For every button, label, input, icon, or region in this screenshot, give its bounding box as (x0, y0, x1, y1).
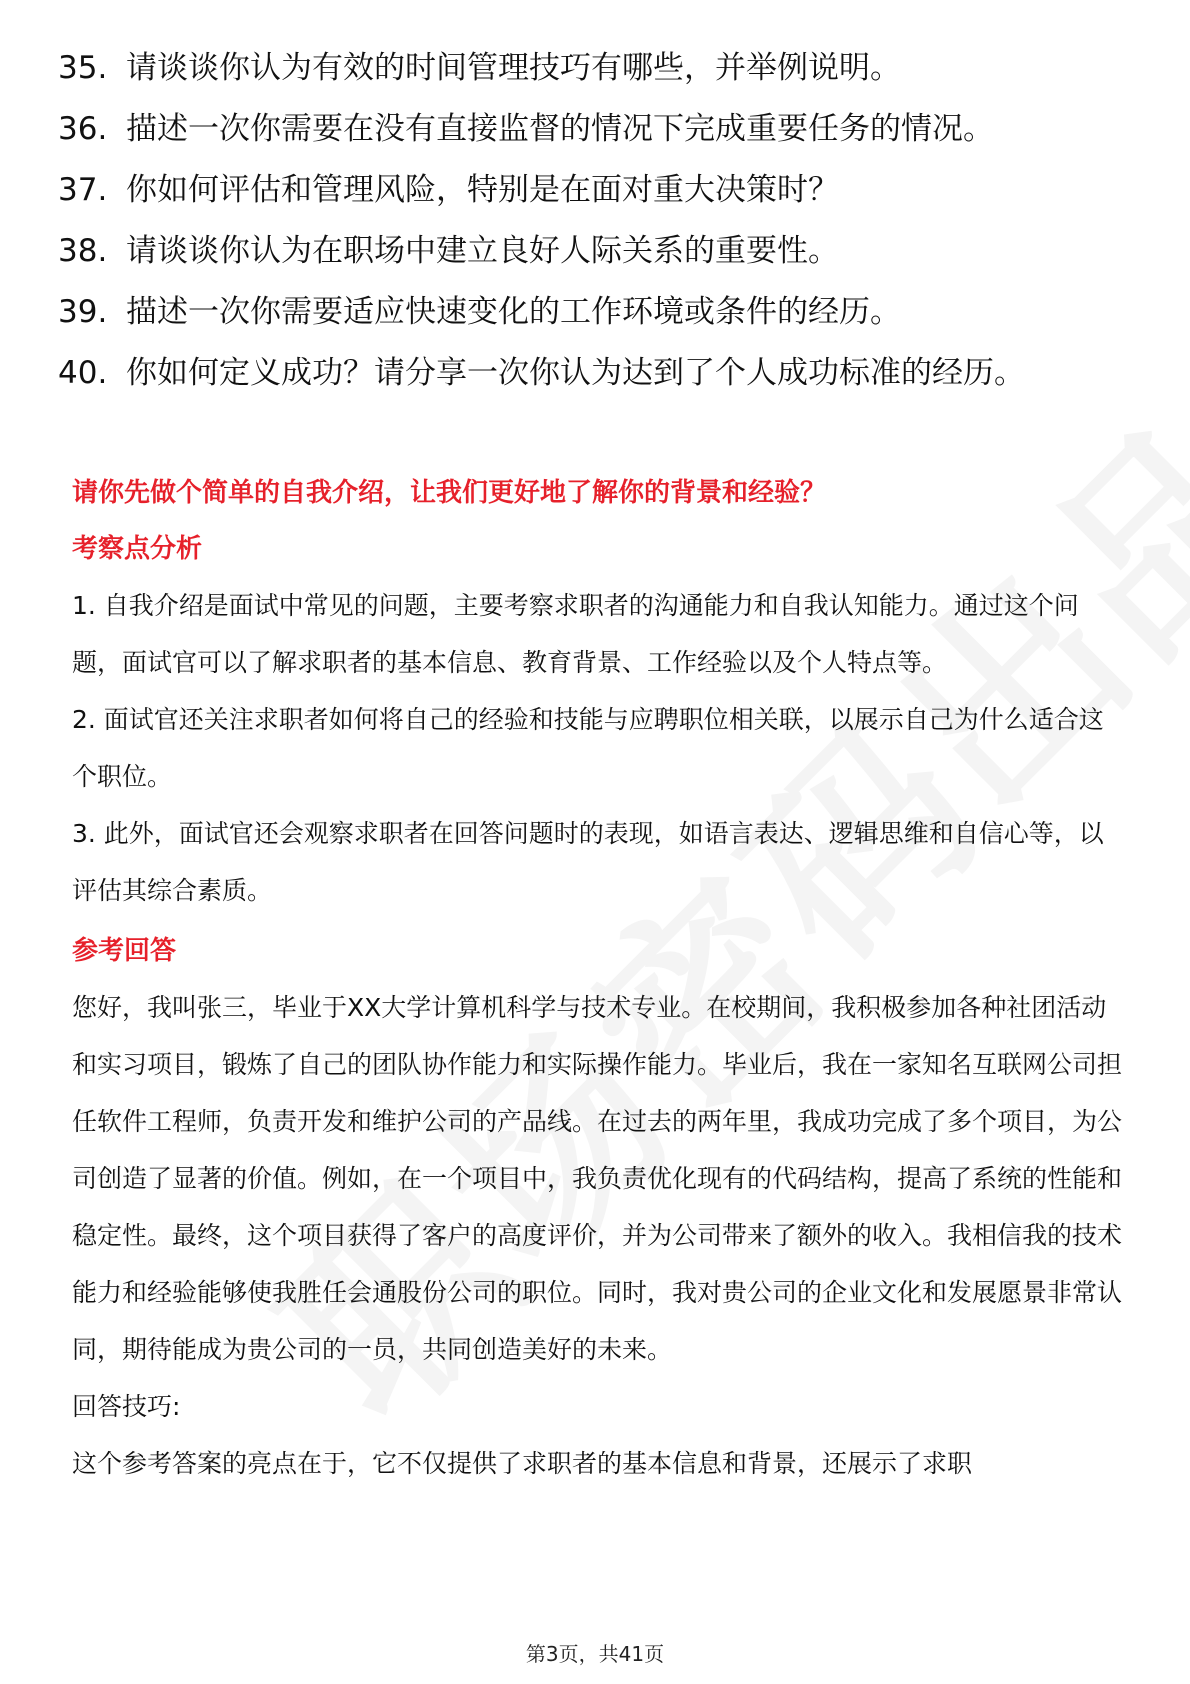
question-number: 36. (58, 111, 108, 147)
list-item (58, 170, 1138, 210)
question-number: 40. (58, 355, 108, 391)
reference-answer: 您好，我叫张三，毕业于XX大学计算机科学与技术专业。在校期间，我积极参加各种社团活动和实习项目，锻炼了自己的团队协作能力和实际操作能力。毕业后，我在一家知名互联网公司担任软件工程师，负责开发和维护公司的产品线。在过去的两年里，我成功完成了多个项目，为公司创造了显著的价值。例如，在一个项目中，我负责优化现有的代码结构，提高了系统的性能和稳定性。最终，这个项目获得了客户的高度评价，并为公司带来了额外的收入。我相信我的技术能力和经验能够使我胜任会通股份公司的职位。同时，我对贵公司的企业文化和发展愿景非常认同，期待能成为贵公司的一员，共同创造美好的未来。 (72, 993, 1123, 1364)
analysis-point: 3. 此外，面试官还会观察求职者在回答问题时的表现，如语言表达、逻辑思维和自信心等，以评估其综合素质。 (72, 819, 1104, 905)
analysis-point: 1. 自我介绍是面试中常见的问题，主要考察求职者的沟通能力和自我认知能力。通过这个问题，面试官可以了解求职者的基本信息、教育背景、工作经验以及个人特点等。 (72, 591, 1079, 677)
reference-block (72, 933, 1122, 1492)
question-text: 请谈谈你认为有效的时间管理技巧有哪些，并举例说明。 (126, 50, 901, 86)
question-text: 你如何评估和管理风险，特别是在面对重大决策时？ (126, 172, 839, 208)
analysis-point: 2. 面试官还关注求职者如何将自己的经验和技能与应聘职位相关联，以展示自己为什么适合这个职位。 (72, 705, 1104, 791)
tips-label: 回答技巧: (72, 1392, 181, 1421)
analysis-heading: 考察点分析 (72, 534, 203, 564)
list-item (58, 353, 1138, 393)
question-number: 38. (58, 233, 108, 269)
page-number: 第3页，共41页 (525, 1642, 665, 1666)
highlight-question: 请你先做个简单的自我介绍，让我们更好地了解你的背景和经验？ (72, 478, 827, 508)
question-text: 描述一次你需要在没有直接监督的情况下完成重要任务的情况。 (126, 111, 994, 147)
question-number: 37. (58, 172, 108, 208)
question-text: 你如何定义成功？请分享一次你认为达到了个人成功标准的经历。 (126, 355, 1025, 391)
list-item (58, 292, 1138, 332)
question-list (58, 48, 1138, 414)
list-item (58, 231, 1138, 271)
tips-text: 这个参考答案的亮点在于，它不仅提供了求职者的基本信息和背景，还展示了求职 (72, 1449, 973, 1478)
reference-heading: 参考回答 (72, 936, 177, 966)
analysis-block (72, 531, 1122, 919)
list-item (58, 109, 1138, 149)
question-number: 35. (58, 50, 108, 86)
question-text: 描述一次你需要适应快速变化的工作环境或条件的经历。 (126, 294, 901, 330)
question-text: 请谈谈你认为在职场中建立良好人际关系的重要性。 (126, 233, 839, 269)
list-item (58, 48, 1138, 88)
answer-section (72, 475, 1122, 1492)
question-number: 39. (58, 294, 108, 330)
